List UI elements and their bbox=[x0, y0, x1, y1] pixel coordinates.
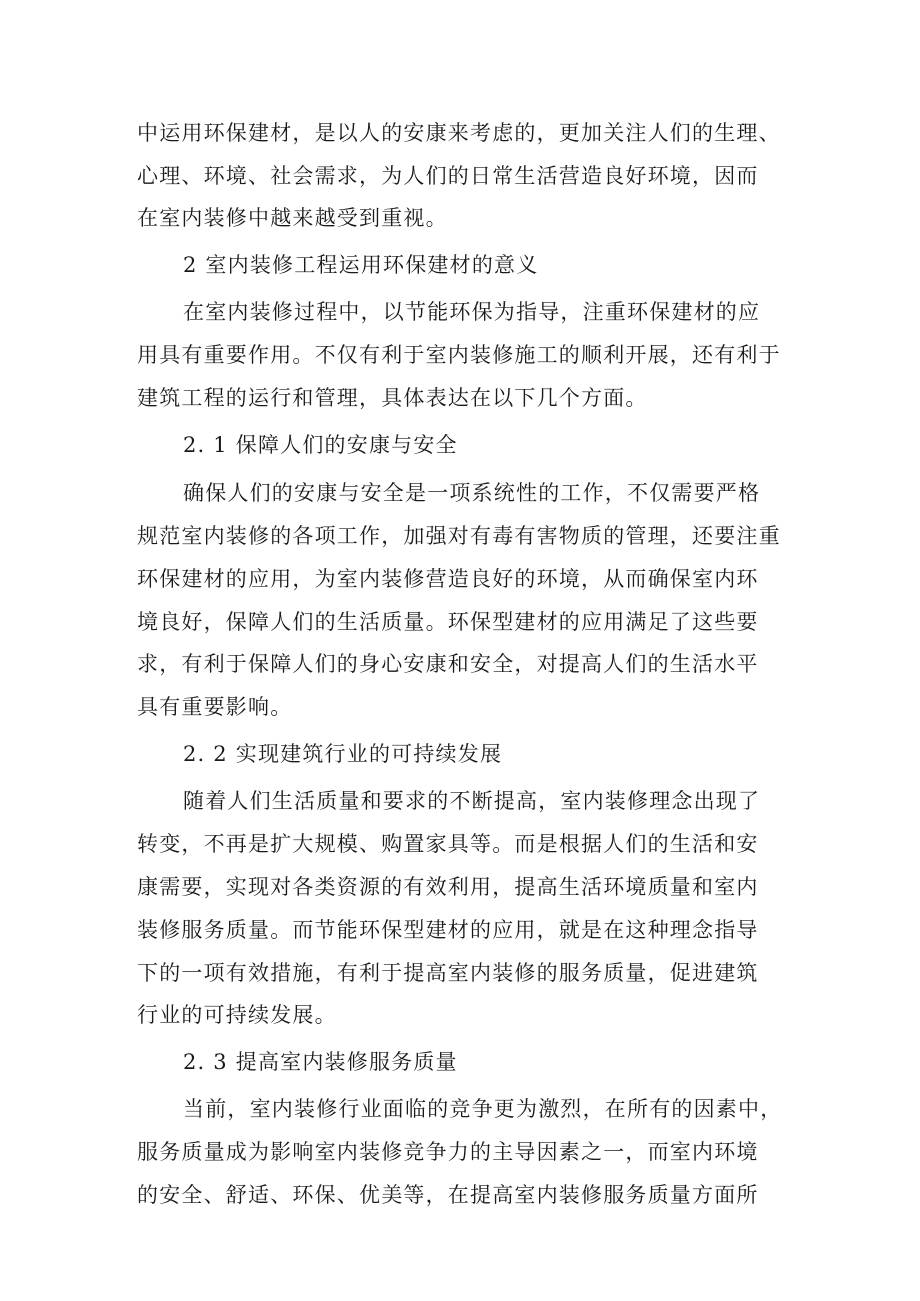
subsection-heading: 2. 3 提高室内装修服务质量 bbox=[183, 1050, 458, 1074]
text-line: 求，有利于保障人们的身心安康和安全，对提高人们的生活水平 bbox=[137, 652, 759, 676]
text-line: 随着人们生活质量和要求的不断提高，室内装修理念出现了 bbox=[183, 789, 761, 813]
text-line: 环保建材的应用，为室内装修营造良好的环境，从而确保室内环 bbox=[137, 567, 759, 591]
text-line: 服务质量成为影响室内装修竞争力的主导因素之一，而室内环境 bbox=[137, 1140, 759, 1164]
text-line: 规范室内装修的各项工作，加强对有毒有害物质的管理，还要注重 bbox=[137, 524, 781, 548]
text-line: 确保人们的安康与安全是一项系统性的工作，不仅需要严格 bbox=[183, 481, 761, 505]
text-line: 中运用环保建材，是以人的安康来考虑的，更加关注人们的生理、 bbox=[137, 121, 781, 145]
text-line: 康需要，实现对各类资源的有效利用，提高生活环境质量和室内 bbox=[137, 875, 759, 899]
text-line: 在室内装修过程中，以节能环保为指导，注重环保建材的应 bbox=[183, 300, 761, 324]
text-line: 具有重要影响。 bbox=[137, 695, 293, 719]
text-line: 下的一项有效措施，有利于提高室内装修的服务质量，促进建筑 bbox=[137, 961, 759, 985]
text-line: 在室内装修中越来越受到重视。 bbox=[137, 206, 448, 230]
text-line: 心理、环境、社会需求，为人们的日常生活营造良好环境，因而 bbox=[137, 164, 759, 188]
subsection-heading: 2. 1 保障人们的安康与安全 bbox=[183, 433, 458, 457]
text-line: 当前，室内装修行业面临的竞争更为激烈，在所有的因素中， bbox=[183, 1097, 783, 1121]
subsection-heading: 2. 2 实现建筑行业的可持续发展 bbox=[183, 742, 503, 766]
text-line: 装修服务质量。而节能环保型建材的应用，就是在这种理念指导 bbox=[137, 918, 759, 942]
text-line: 建筑工程的运行和管理，具体表达在以下几个方面。 bbox=[137, 386, 648, 410]
text-line: 的安全、舒适、环保、优美等，在提高室内装修服务质量方面所 bbox=[137, 1183, 759, 1207]
text-line: 转变，不再是扩大规模、购置家具等。而是根据人们的生活和安 bbox=[137, 832, 759, 856]
text-line: 用具有重要作用。不仅有利于室内装修施工的顺利开展，还有利于 bbox=[137, 343, 781, 367]
text-line: 境良好，保障人们的生活质量。环保型建材的应用满足了这些要 bbox=[137, 610, 759, 634]
text-line: 行业的可持续发展。 bbox=[137, 1003, 337, 1027]
section-heading: 2 室内装修工程运用环保建材的意义 bbox=[183, 253, 539, 277]
